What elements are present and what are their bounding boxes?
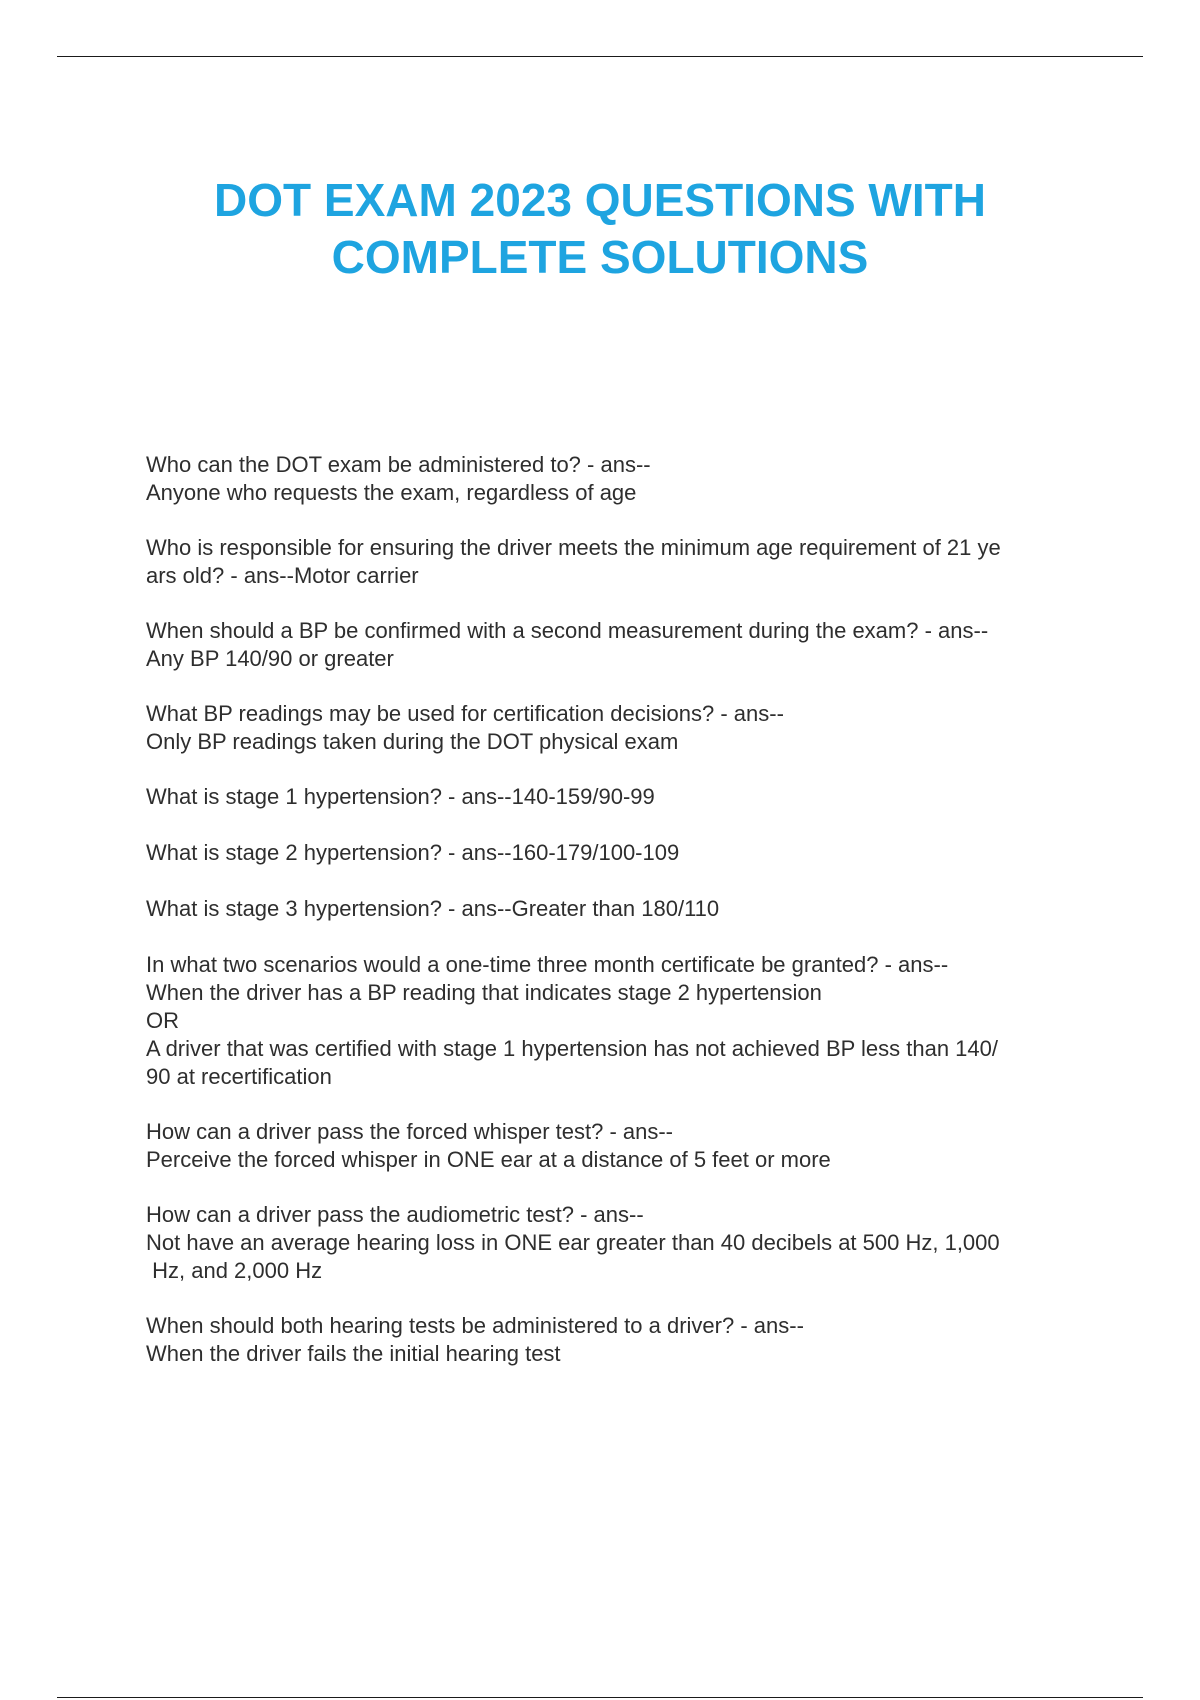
qa-item (146, 1118, 1106, 1174)
qa-line: Anyone who requests the exam, regardless of age (146, 480, 637, 505)
qa-line: What is stage 1 hypertension? - ans--140-159/90-99 (146, 784, 655, 809)
document-title (0, 172, 1200, 286)
qa-line: Perceive the forced whisper in ONE ear at a distance of 5 feet or more (146, 1147, 831, 1172)
qa-item (146, 895, 1106, 923)
title-line: DOT EXAM 2023 QUESTIONS WITH (214, 174, 986, 226)
qa-line: Only BP readings taken during the DOT physical exam (146, 729, 679, 754)
qa-line: What is stage 3 hypertension? - ans--Greater than 180/110 (146, 896, 720, 921)
top-rule (57, 56, 1143, 57)
qa-item (146, 1201, 1106, 1285)
qa-item (146, 783, 1106, 811)
qa-line: Any BP 140/90 or greater (146, 646, 394, 671)
qa-line: In what two scenarios would a one-time three month certificate be granted? - ans-- (146, 952, 949, 977)
qa-line: OR (146, 1008, 179, 1033)
qa-line: What BP readings may be used for certification decisions? - ans-- (146, 701, 784, 726)
qa-line: 90 at recertification (146, 1064, 332, 1089)
qa-item (146, 451, 1106, 507)
qa-item (146, 534, 1106, 590)
qa-list (146, 451, 1106, 1395)
qa-item (146, 951, 1106, 1091)
qa-line: Hz, and 2,000 Hz (146, 1258, 323, 1283)
qa-line: When the driver has a BP reading that indicates stage 2 hypertension (146, 980, 822, 1005)
qa-line: How can a driver pass the audiometric test? - ans-- (146, 1202, 644, 1227)
qa-item (146, 839, 1106, 867)
qa-line: ars old? - ans--Motor carrier (146, 563, 419, 588)
qa-line: A driver that was certified with stage 1 hypertension has not achieved BP less than 140/ (146, 1036, 998, 1061)
qa-line: Not have an average hearing loss in ONE ear greater than 40 decibels at 500 Hz, 1,000 (146, 1230, 1000, 1255)
qa-line: Who can the DOT exam be administered to? - ans-- (146, 452, 651, 477)
qa-item (146, 1312, 1106, 1368)
qa-line: How can a driver pass the forced whisper test? - ans-- (146, 1119, 674, 1144)
qa-line: What is stage 2 hypertension? - ans--160-179/100-109 (146, 840, 680, 865)
qa-line: When the driver fails the initial hearing test (146, 1341, 561, 1366)
bottom-rule (57, 1697, 1143, 1698)
qa-line: When should both hearing tests be administered to a driver? - ans-- (146, 1313, 804, 1338)
qa-item (146, 617, 1106, 673)
qa-line: When should a BP be confirmed with a second measurement during the exam? - ans-- (146, 618, 989, 643)
qa-item (146, 700, 1106, 756)
title-line: COMPLETE SOLUTIONS (331, 231, 869, 283)
qa-line: Who is responsible for ensuring the driver meets the minimum age requirement of 21 ye (146, 535, 1001, 560)
